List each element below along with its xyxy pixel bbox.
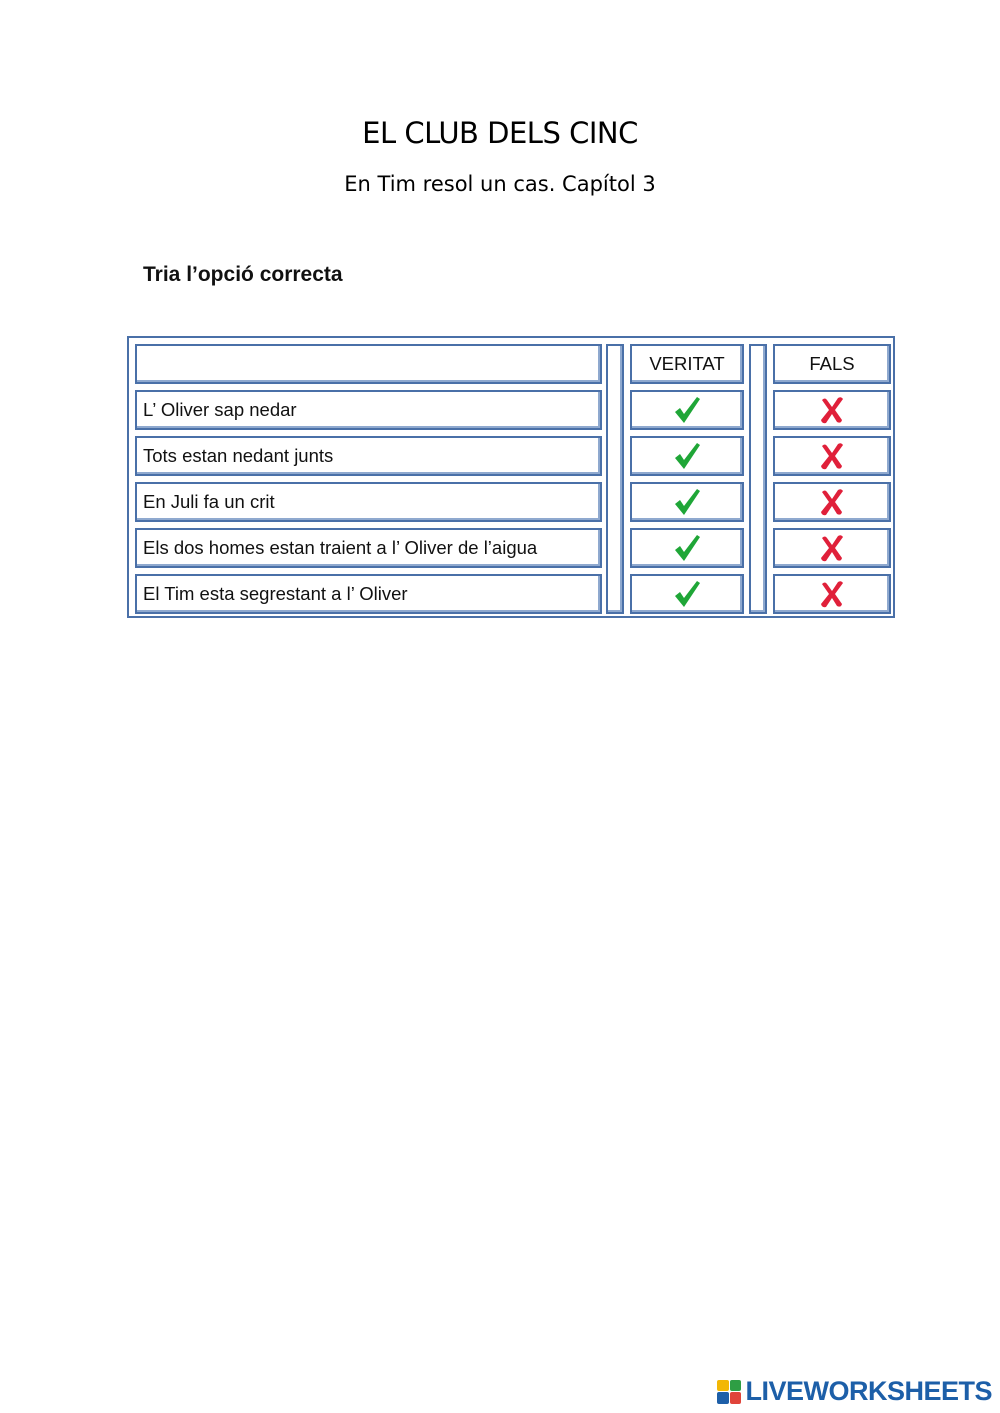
false-option-button[interactable] xyxy=(773,436,891,476)
false-option-button[interactable] xyxy=(773,574,891,614)
check-icon xyxy=(672,579,702,609)
true-option-button[interactable] xyxy=(630,574,744,614)
column-separator xyxy=(749,344,767,614)
check-icon xyxy=(672,487,702,517)
false-option-button[interactable] xyxy=(773,482,891,522)
header-empty-cell xyxy=(135,344,602,384)
true-option-button[interactable] xyxy=(630,390,744,430)
statement-cell: En Juli fa un crit xyxy=(135,482,602,522)
page-title: EL CLUB DELS CINC xyxy=(362,116,638,150)
statement-cell: Els dos homes estan traient a l’ Oliver de l’aigua xyxy=(135,528,602,568)
false-option-button[interactable] xyxy=(773,528,891,568)
header-true: VERITAT xyxy=(630,344,744,384)
true-option-button[interactable] xyxy=(630,482,744,522)
instruction-text: Tria l’opció correcta xyxy=(143,263,343,286)
header-false: FALS xyxy=(773,344,891,384)
statement-cell: El Tim esta segrestant a l’ Oliver xyxy=(135,574,602,614)
liveworksheets-logo xyxy=(717,1376,992,1407)
column-separator xyxy=(606,344,624,614)
statement-cell: Tots estan nedant junts xyxy=(135,436,602,476)
false-option-button[interactable] xyxy=(773,390,891,430)
logo-text: LIVEWORKSHEETS xyxy=(745,1376,992,1406)
statement-cell: L’ Oliver sap nedar xyxy=(135,390,602,430)
check-icon xyxy=(672,533,702,563)
cross-icon xyxy=(819,442,845,470)
page-subtitle: En Tim resol un cas. Capítol 3 xyxy=(344,172,656,196)
logo-blocks-icon xyxy=(717,1380,741,1404)
cross-icon xyxy=(819,534,845,562)
cross-icon xyxy=(819,396,845,424)
check-icon xyxy=(672,395,702,425)
true-false-table xyxy=(127,336,895,618)
check-icon xyxy=(672,441,702,471)
true-option-button[interactable] xyxy=(630,528,744,568)
cross-icon xyxy=(819,488,845,516)
cross-icon xyxy=(819,580,845,608)
true-option-button[interactable] xyxy=(630,436,744,476)
